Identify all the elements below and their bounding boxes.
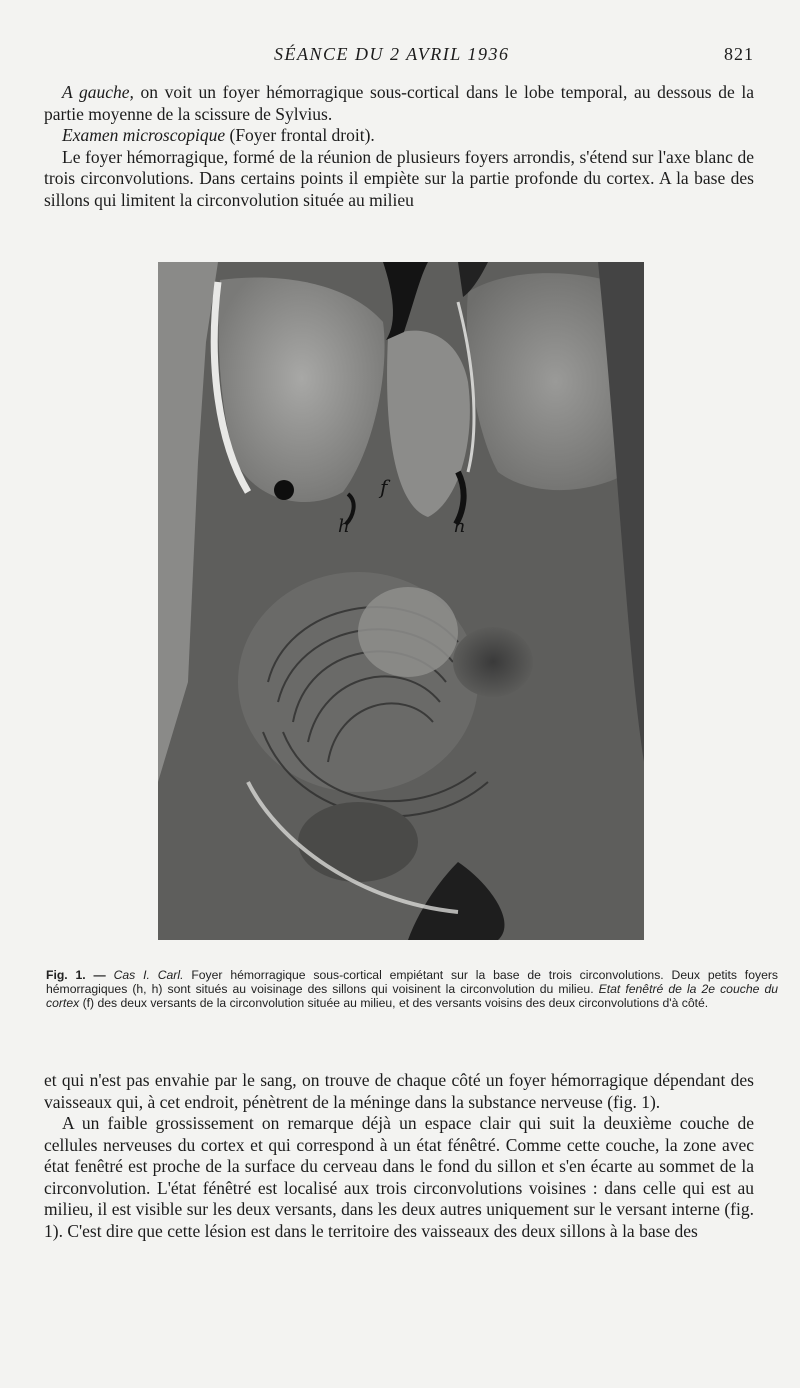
bottom-text-block [44,1070,754,1242]
running-header [44,44,754,66]
paragraph [44,82,754,125]
paragraph-text: Le foyer hémorragique, formé de la réunion de plusieurs foyers arrondis, s'étend sur l'axe blanc de trois circonvolutions. Dans certains points il empiète sur la partie profonde du cortex. A la base des sillons qui limitent la circonvolution située au milieu [44,146,754,210]
page-number: 821 [724,44,754,64]
figure-caption [46,968,778,1010]
caption-case: Cas I. Carl. [113,968,184,982]
paragraph: A un faible grossissement on remarque déjà un espace clair qui suit la deuxième couche de cellules nerveuses du cortex et qui correspond à un état fénêtré. Comme cette couche, la zone avec état fenêtré est proche de la surface du cerveau dans le fond du sillon et s'en écarte au sommet de la circonvolution. L'état fénêtré est localisé aux trois circonvolutions voisines : dans celle qui est au milieu, il est visible sur les deux versants, dans les deux autres uniquement sur le versant interne (fig. 1). C'est dire que cette lésion est dans le territoire des vaisseaux des deux sillons à la base des [44,1113,754,1241]
caption-text: (f) des deux versants de la circonvolution située au milieu, et des versants voisins des deux circonvolutions d'à côté. [79,996,709,1010]
paragraph-text: (Foyer frontal droit). [225,125,375,145]
micrograph-figure [158,262,644,940]
header-title: SÉANCE DU 2 AVRIL 1936 [274,44,510,64]
caption-lead: Fig. 1. — [46,968,106,982]
figure-label-h: h [338,516,350,537]
paragraph [44,125,754,147]
paragraph: et qui n'est pas envahie par le sang, on trouve de chaque côté un foyer hémorragique dépendant des vaisseaux qui, à cet endroit, pénètrent de la méninge dans la substance nerveuse (fig. 1). [44,1070,754,1112]
figure-label-f: f [380,475,388,499]
caption-italic-text: Etat fenêtré de la 2e couche du cortex [46,982,778,1010]
caption-text: Foyer hémorragique sous-cortical empiétant sur la base de trois circonvolutions. Deux petits foyers hémorragiques (h, h) sont situés au voisinage des sillons qui voisinent la circonvolution du milieu. [46,968,779,996]
paragraph-emphasis: A gauche, [62,82,134,102]
top-text-block [44,82,754,211]
paragraph-emphasis: Examen microscopique [62,125,226,145]
figure-label-h: h [454,516,466,537]
paragraph [44,147,754,212]
paragraph-text: on voit un foyer hémorragique sous-cortical dans le lobe temporal, au dessous de la partie moyenne de la scissure de Sylvius. [44,82,754,124]
micrograph-image [158,262,644,940]
